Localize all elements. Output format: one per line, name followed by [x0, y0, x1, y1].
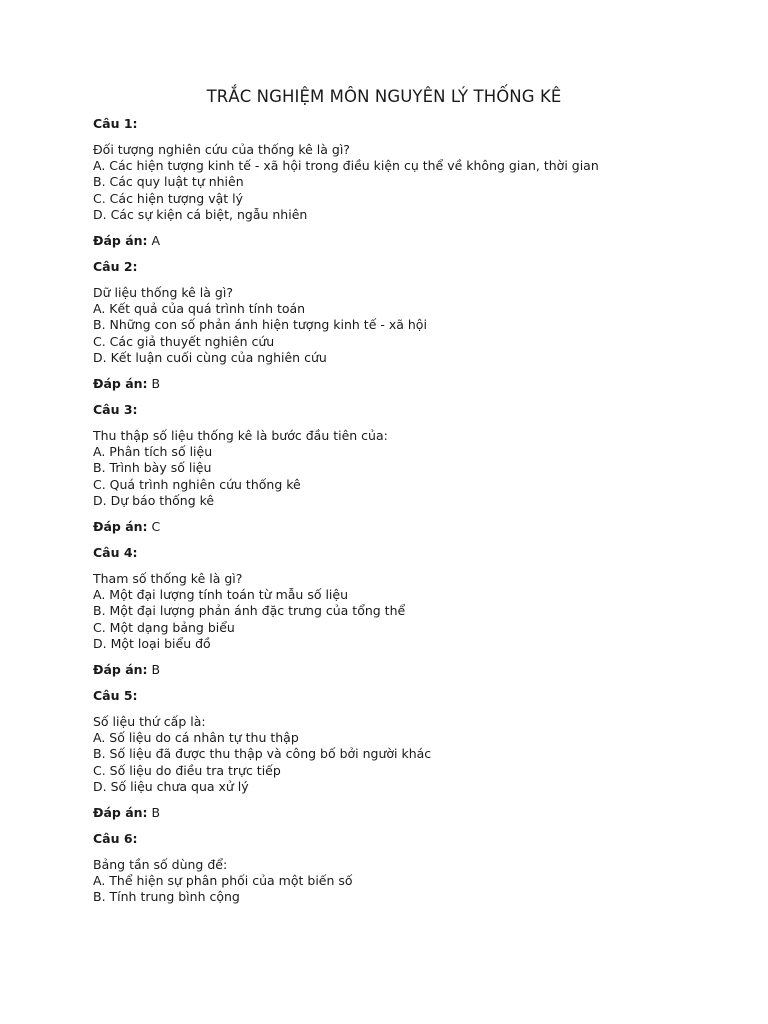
answer-value: A: [151, 233, 161, 249]
option-c: C. Các hiện tượng vật lý: [93, 190, 243, 206]
option-b: B. Những con số phản ánh hiện tượng kinh tế - xã hội: [93, 317, 427, 333]
answer-label: Đáp án:: [93, 519, 148, 535]
question-label: Câu 4:: [93, 545, 138, 561]
option-b: B. Một đại lượng phản ánh đặc trưng của tổng thể: [93, 603, 406, 619]
question-text: Tham số thống kê là gì?: [93, 571, 243, 587]
option-a: A. Một đại lượng tính toán từ mẫu số liệu: [93, 587, 349, 603]
option-c: C. Quá trình nghiên cứu thống kê: [93, 476, 301, 492]
question-text: Số liệu thứ cấp là:: [93, 714, 206, 730]
answer-label: Đáp án:: [93, 662, 148, 678]
question-text: Đối tượng nghiên cứu của thống kê là gì?: [93, 142, 350, 157]
option-a: A. Phân tích số liệu: [93, 444, 213, 460]
option-c: C. Các giả thuyết nghiên cứu: [93, 333, 275, 349]
answer-line: [93, 233, 728, 249]
question-text: Bảng tần số dùng để:: [93, 857, 228, 873]
answer-value: B: [151, 662, 161, 678]
answer-value: B: [151, 805, 161, 821]
option-d: D. Dự báo thống kê: [93, 492, 215, 508]
question-text: Thu thập số liệu thống kê là bước đầu tiên của:: [93, 428, 388, 444]
option-c: C. Số liệu do điều tra trực tiếp: [93, 762, 281, 778]
question-label: Câu 2:: [93, 259, 138, 275]
option-a: A. Số liệu do cá nhân tự thu thập: [93, 730, 299, 746]
option-b: B. Tính trung bình cộng: [93, 889, 240, 905]
question-label: Câu 6:: [93, 831, 138, 847]
option-d: D. Kết luận cuối cùng của nghiên cứu: [93, 349, 327, 365]
option-a: A. Kết quả của quá trình tính toán: [93, 301, 306, 317]
answer-value: C: [151, 519, 161, 535]
document-title: TRẮC NGHIỆM MÔN NGUYÊN LÝ THỐNG KÊ: [206, 87, 562, 106]
answer-line: [93, 519, 728, 535]
answer-line: [93, 662, 728, 678]
answer-line: [93, 376, 728, 392]
answer-label: Đáp án:: [93, 376, 148, 392]
answer-line: [93, 805, 728, 821]
question-label: Câu 3:: [93, 402, 138, 418]
option-c: C. Một dạng bảng biểu: [93, 619, 235, 635]
question-label: Câu 1:: [93, 116, 138, 131]
option-d: D. Một loại biểu đồ: [93, 635, 211, 651]
question-label: Câu 5:: [93, 688, 138, 704]
option-d: D. Các sự kiện cá biệt, ngẫu nhiên: [93, 206, 308, 222]
question-6: [93, 831, 728, 906]
option-d: D. Số liệu chưa qua xử lý: [93, 778, 249, 794]
answer-value: B: [151, 376, 161, 392]
question-3: [93, 402, 728, 535]
option-b: B. Trình bày số liệu: [93, 460, 212, 476]
question-2: [93, 259, 728, 392]
question-text: Dữ liệu thống kê là gì?: [93, 285, 233, 301]
question-5: [93, 688, 728, 821]
question-4: [93, 545, 728, 678]
option-b: B. Số liệu đã được thu thập và công bố bởi người khác: [93, 746, 432, 762]
option-a: A. Thể hiện sự phân phối của một biến số: [93, 873, 353, 889]
answer-label: Đáp án:: [93, 805, 148, 821]
option-a: A. Các hiện tượng kinh tế - xã hội trong điều kiện cụ thể về không gian, thời gian: [93, 158, 599, 174]
answer-label: Đáp án:: [93, 233, 148, 249]
option-b: B. Các quy luật tự nhiên: [93, 174, 244, 190]
question-1: [93, 116, 728, 249]
